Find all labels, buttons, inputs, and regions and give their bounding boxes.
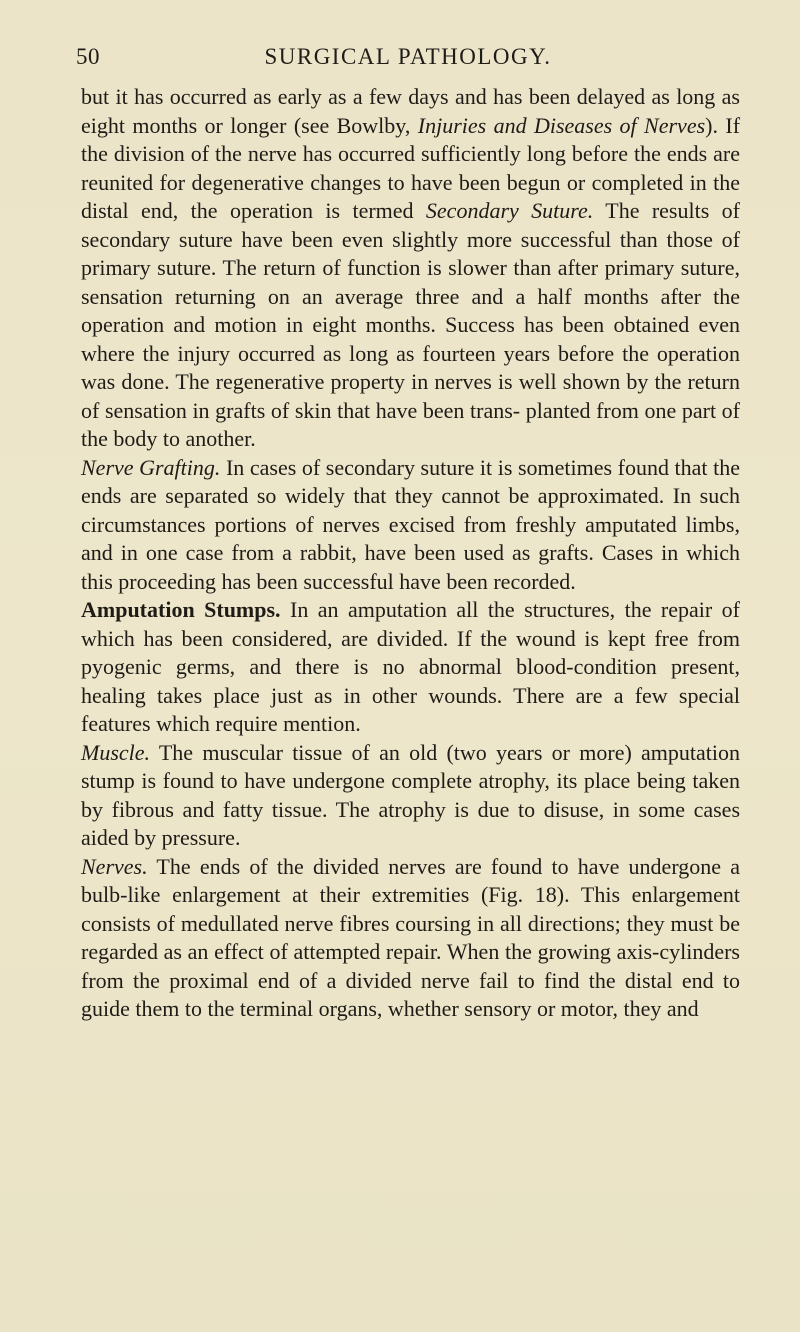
paragraph-amputation-stumps: [81, 596, 740, 739]
paragraph-muscle: [81, 739, 740, 853]
text-span: The ends of the divided nerves are found to have undergone a bulb-like enlargement at their extremities (Fig. 18). This enlargement consists of medullated nerve fibres coursing in all directions; they must be regarded as an effect of attempted repair. When the growing axis-cylinders from the proximal end of a divided nerve fail to find the distal end to guide them to the terminal organs, whether sensory or motor, they and: [81, 853, 740, 1021]
heading-muscle: Muscle.: [81, 739, 151, 765]
heading-nerve-grafting: Nerve Grafting.: [81, 454, 221, 480]
heading-amputation-stumps: Amputation Stumps.: [81, 597, 281, 622]
paragraph-secondary-suture: [81, 83, 740, 454]
body-text: [81, 83, 740, 1024]
italic-term-secondary-suture: Secondary Suture.: [425, 198, 594, 223]
paragraph-nerves: [81, 853, 740, 1024]
running-head: [76, 44, 740, 76]
running-title: SURGICAL PATHOLOGY.: [264, 44, 552, 69]
paragraph-nerve-grafting: [81, 454, 740, 597]
text-span: In an amputation all the structures, the repair of which has been considered, are divided. If the wound is kept free from pyogenic germs, and there is no abnormal blood-condition present, healing takes place just as in other wounds. There are a few special features which require mention.: [81, 597, 740, 736]
text-span: In cases of secondary suture it is sometimes found that the ends are separated so widely that they cannot be approximated. In such circumstances portions of nerves excised from freshly amputated limbs, and in one case from a rabbit, have been used as grafts. Cases in which this proceeding has been successful have been recorded.: [81, 454, 740, 594]
italic-title-injuries-and-diseases-of-nerves: Injuries and Diseases of Nerves: [417, 112, 706, 138]
text-span: but it has occurred as early as a few days and has been delayed as long as eight months or longer (see Bowlby,: [81, 84, 740, 138]
text-span: The muscular tissue of an old (two years or more) amputation stump is found to have undergone complete atrophy, its place being taken by fibrous and fatty tissue. The atrophy is due to disuse, in some cases aided by pressure.: [81, 739, 740, 850]
text-span: ). If the division of the nerve has occurred sufficiently long before the ends are reunited for degenerative changes to have been begun or completed in the distal end, the operation is termed: [81, 112, 741, 223]
page-number: 50: [76, 44, 100, 69]
text-span: The results of secondary suture have been even slightly more successful than those of primary suture. The return of function is slower than after primary suture, sensation returning on an average three and a half months after the operation and motion in eight months. Success has been obtained even where the injury occurred as long as fourteen years before the operation was done. The regenerative property in nerves is well shown by the return of sensation in grafts of skin that have been trans- planted from one part of the body to another.: [81, 198, 740, 451]
heading-nerves: Nerves.: [81, 853, 148, 879]
